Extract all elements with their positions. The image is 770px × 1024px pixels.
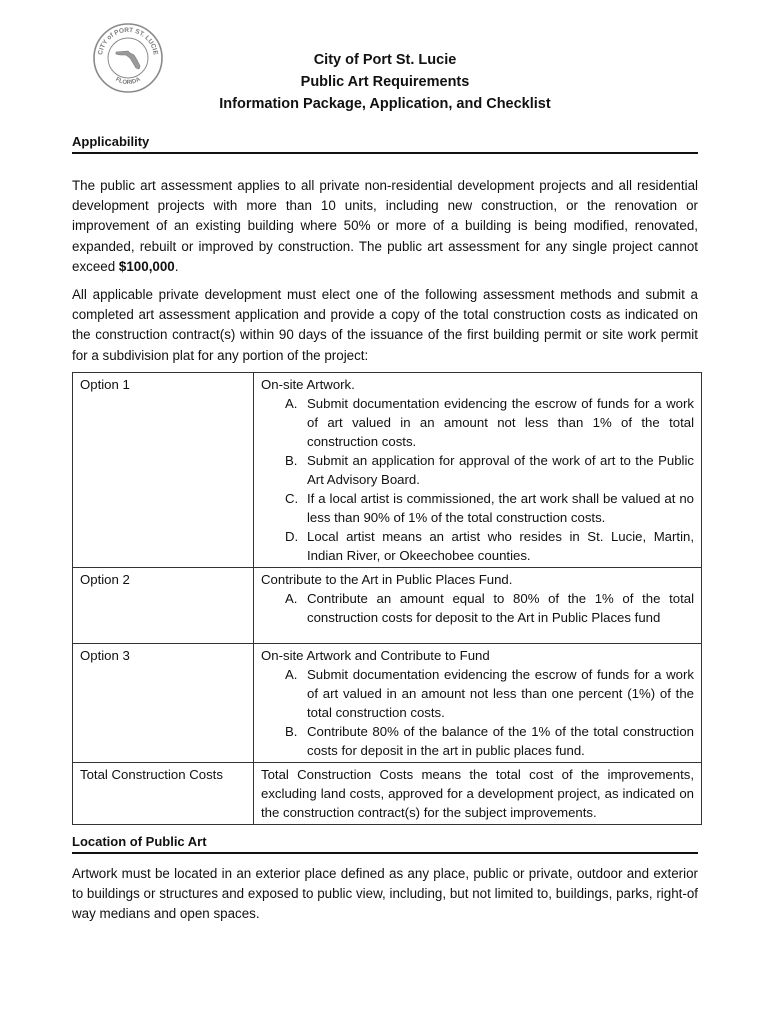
title-requirements: Public Art Requirements	[300, 74, 470, 90]
applicability-paragraph-1	[72, 176, 698, 277]
item-text: Submit documentation evidencing the escrow of funds for a work of art valued in an amount not less than one percent (1%) of the total construction costs.	[307, 667, 694, 720]
list-item	[285, 722, 694, 760]
title-city: City of Port St. Lucie	[313, 52, 457, 68]
option-label: Total Construction Costs	[73, 763, 254, 825]
list-item	[285, 451, 694, 489]
item-text: If a local artist is commissioned, the art work shall be valued at no less than 90% of 1% of the total construction costs.	[307, 491, 694, 525]
item-letter: C.	[285, 491, 299, 506]
option-items	[261, 394, 694, 565]
item-letter: A.	[285, 667, 298, 682]
list-item	[285, 527, 694, 565]
item-letter: B.	[285, 453, 298, 468]
item-letter: A.	[285, 591, 298, 606]
document-title-block	[0, 49, 770, 115]
item-letter: A.	[285, 396, 298, 411]
item-text: Contribute an amount equal to 80% of the 1% of the total construction costs for deposit to the Art in Public Places fund	[307, 591, 694, 625]
table-row	[73, 644, 702, 763]
list-item	[285, 394, 694, 451]
item-letter: B.	[285, 724, 298, 739]
table-row	[73, 763, 702, 825]
option-title: Contribute to the Art in Public Places Fund.	[261, 572, 513, 587]
item-text: Contribute 80% of the balance of the 1% of the total construction costs for deposit in the art in public places fund.	[307, 724, 694, 758]
seal-bottom-text: FLORIDA	[114, 76, 142, 87]
list-item	[285, 665, 694, 722]
option-items	[261, 589, 694, 627]
option-description	[254, 568, 702, 644]
list-item	[285, 489, 694, 527]
para1-end: .	[174, 258, 179, 274]
item-letter: D.	[285, 529, 299, 544]
item-text: Local artist means an artist who resides in St. Lucie, Martin, Indian River, or Okeechobee counties.	[307, 529, 694, 563]
assessment-options-table	[72, 372, 702, 825]
option-label: Option 1	[73, 373, 254, 568]
option-description	[254, 373, 702, 568]
list-item	[285, 589, 694, 627]
item-text: Submit documentation evidencing the escrow of funds for a work of art valued in an amount not less than 1% of the total construction costs.	[307, 396, 694, 449]
option-description	[254, 763, 702, 825]
title-package: Information Package, Application, and Checklist	[219, 96, 551, 112]
option-label: Option 3	[73, 644, 254, 763]
table-row	[73, 373, 702, 568]
applicability-heading: Applicability	[72, 134, 698, 154]
para1-text: The public art assessment applies to all private non-residential development projects and all residential development projects with more than 10 units, including new construction, or the renovation or improvement of an existing building where 50% or more of a building is being modified, renovated, expanded, rebuilt or improved by construction. The public art assessment for any single project cannot exceed	[72, 178, 698, 274]
option-title: On-site Artwork.	[261, 377, 355, 392]
applicability-paragraph-2: All applicable private development must elect one of the following assessment methods and submit a completed art assessment application and provide a copy of the total construction costs as indicated on the construction contract(s) within 90 days of the issuance of the first building permit or site work permit for a subdivision plat for any portion of the project:	[72, 287, 698, 363]
option-title: On-site Artwork and Contribute to Fund	[261, 648, 490, 663]
seal-top-text: CITY of PORT ST. LUCIE	[97, 26, 159, 56]
option-title: Total Construction Costs means the total cost of the improvements, excluding land costs, approved for a development project, as indicated on the construction contract(s) for the subject improvements.	[261, 767, 694, 820]
option-label: Option 2	[73, 568, 254, 644]
option-items	[261, 665, 694, 760]
assessment-cap-amount: $100,000	[118, 258, 175, 274]
table-row	[73, 568, 702, 644]
item-text: Submit an application for approval of the work of art to the Public Art Advisory Board.	[307, 453, 694, 487]
location-paragraph: Artwork must be located in an exterior place defined as any place, public or private, outdoor and exterior to buildings or structures and exposed to public view, including, but not limited to, buildings, parks, right-of way medians and open spaces.	[72, 866, 698, 922]
option-description	[254, 644, 702, 763]
location-heading: Location of Public Art	[72, 834, 698, 854]
